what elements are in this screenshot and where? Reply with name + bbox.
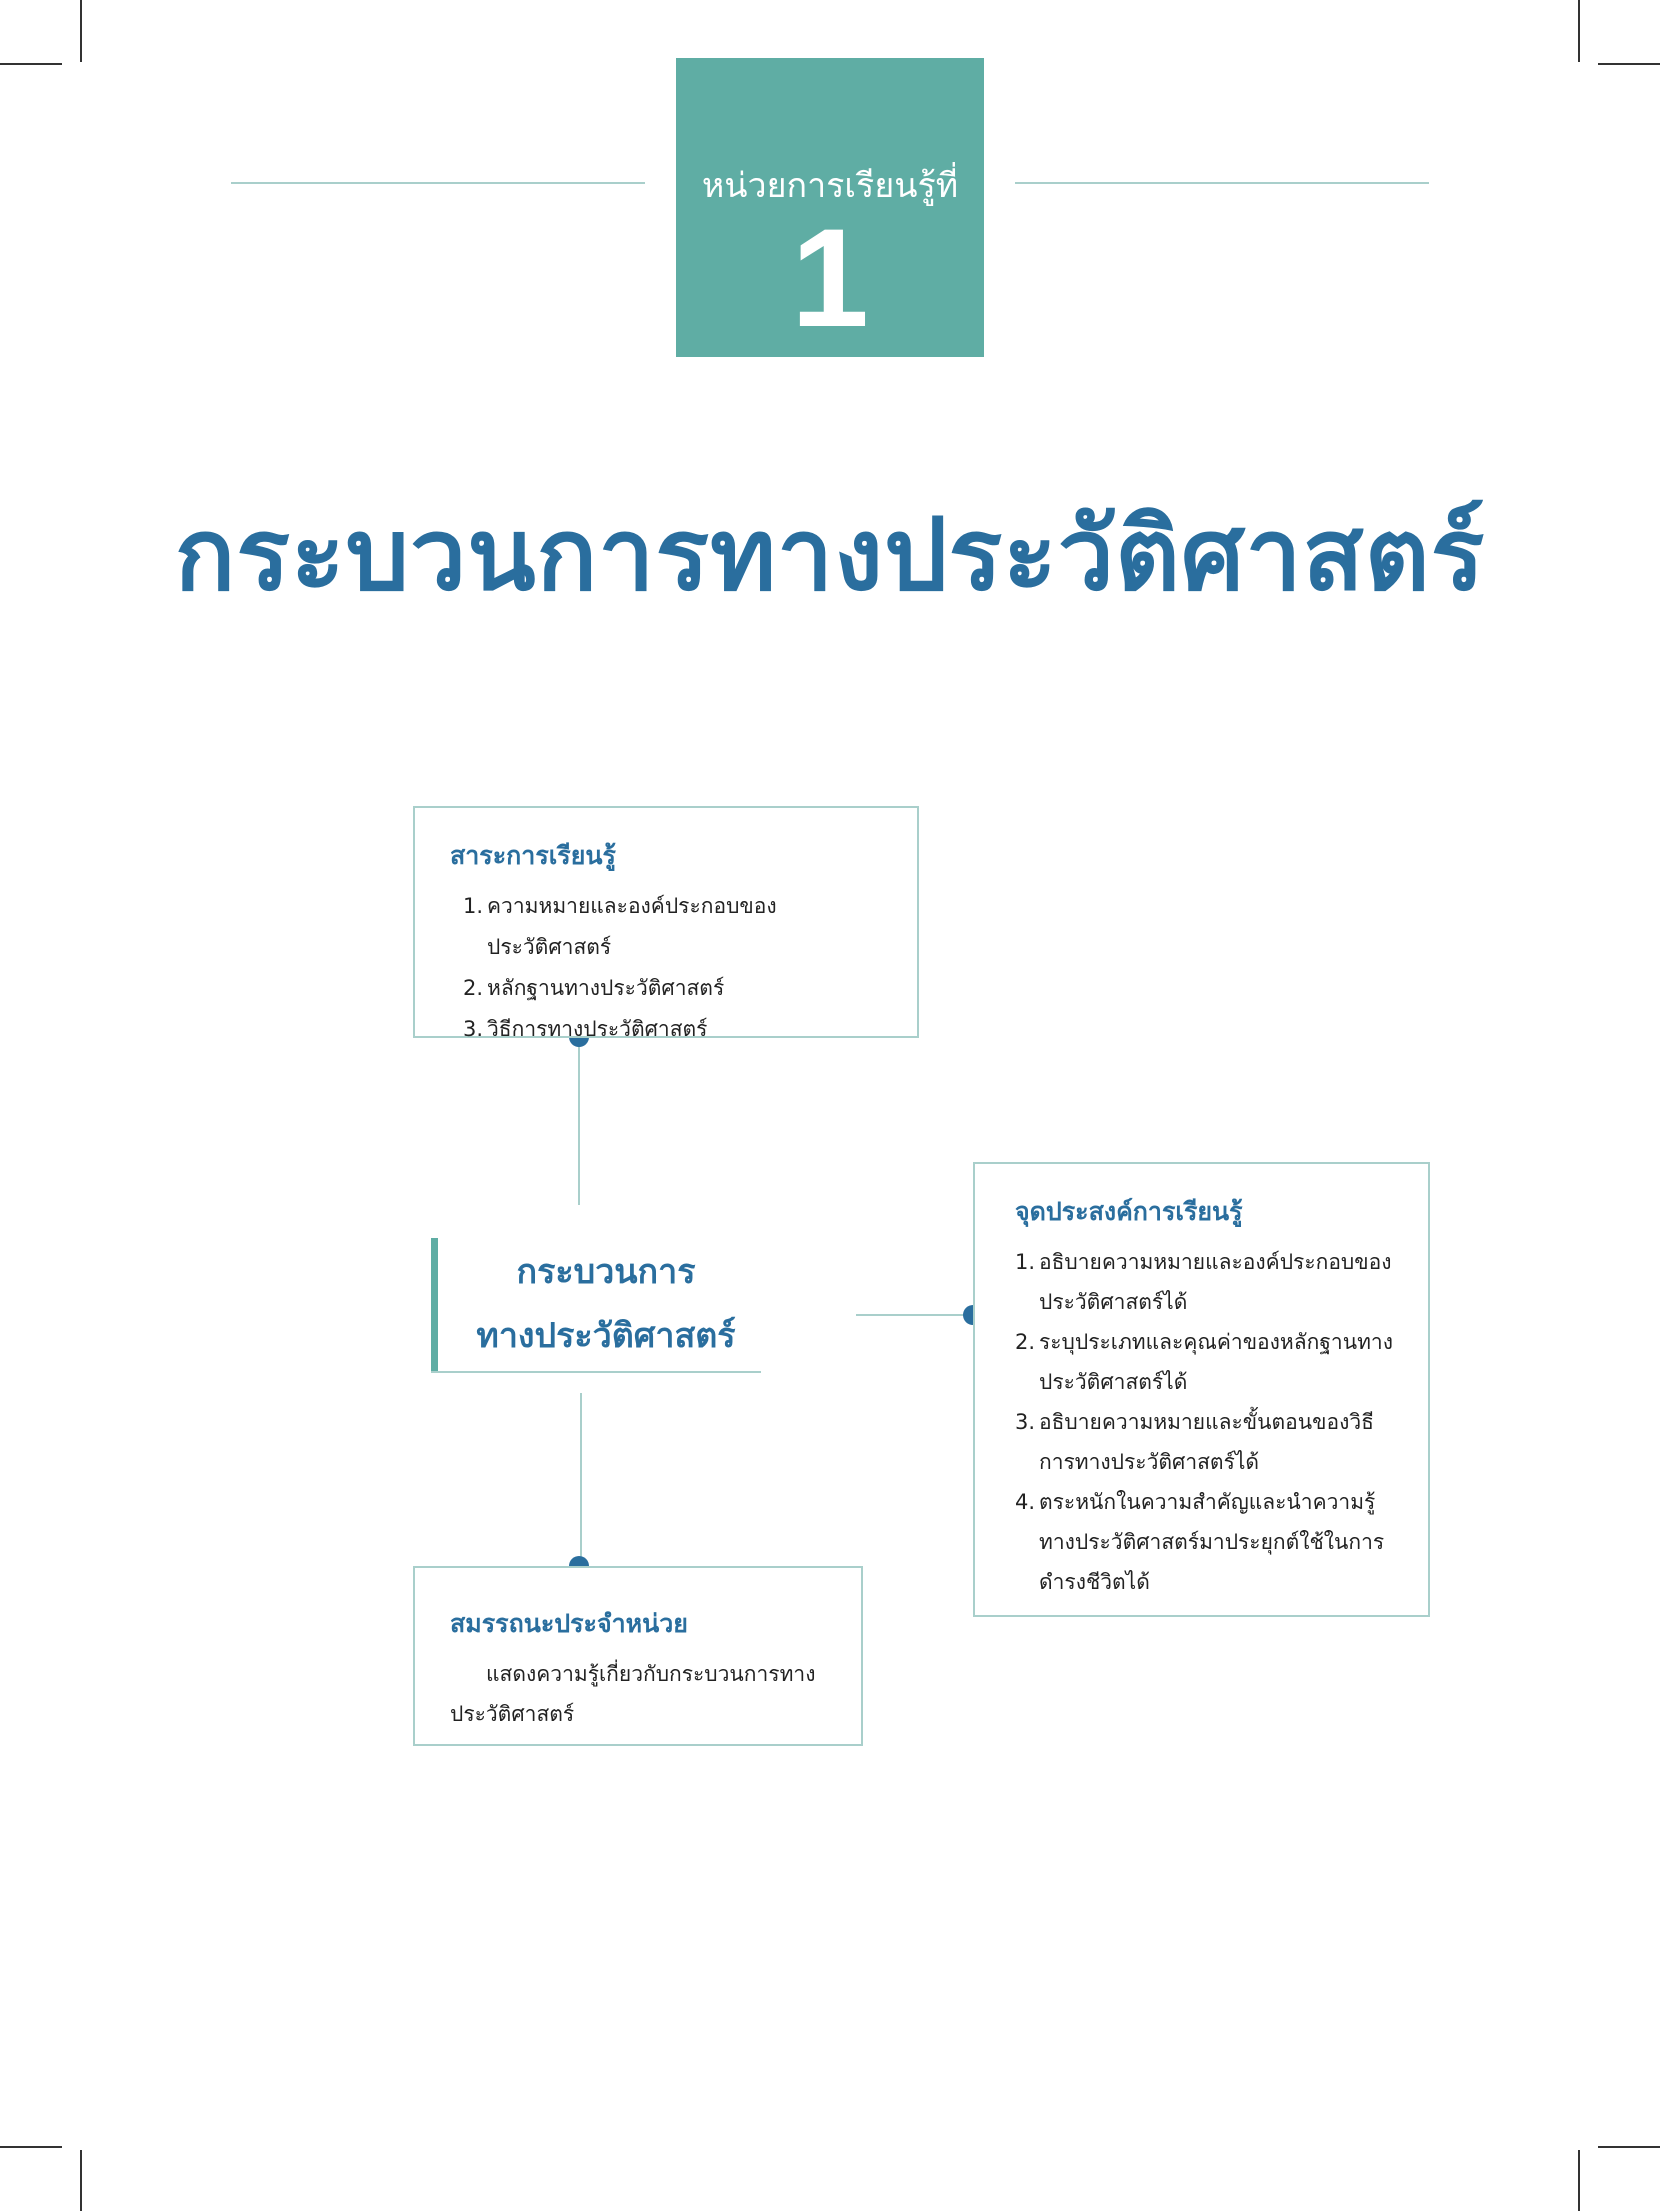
objectives-list bbox=[1015, 1242, 1408, 1602]
list-item: 1. ความหมายและองค์ประกอบของประวัติศาสตร์ bbox=[463, 894, 777, 959]
crop-mark bbox=[80, 2150, 82, 2211]
list-item: 3. อธิบายความหมายและขั้นตอนของวิธีการทางประวัติศาสตร์ได้ bbox=[1015, 1410, 1374, 1474]
list-item: 3. วิธีการทางประวัติศาสตร์ bbox=[463, 1017, 708, 1041]
connector-bottom bbox=[580, 1393, 582, 1566]
crop-mark bbox=[1598, 63, 1660, 65]
header-rule-right bbox=[1015, 182, 1429, 184]
learning-content-heading: สาระการเรียนรู้ bbox=[450, 841, 616, 870]
crop-mark bbox=[0, 2146, 62, 2148]
learning-content-list bbox=[450, 886, 897, 1050]
learning-content-box bbox=[413, 806, 919, 1041]
crop-mark bbox=[0, 63, 62, 65]
list-item: 1. อธิบายความหมายและองค์ประกอบของประวัติศาสตร์ได้ bbox=[1015, 1250, 1392, 1314]
crop-mark bbox=[1578, 2150, 1580, 2211]
connector-right bbox=[856, 1314, 973, 1316]
competency-box bbox=[413, 1566, 863, 1746]
crop-mark bbox=[80, 0, 82, 62]
unit-number: 1 bbox=[791, 199, 869, 356]
list-item: 2. หลักฐานทางประวัติศาสตร์ bbox=[463, 976, 725, 1000]
list-item: 2. ระบุประเภทและคุณค่าของหลักฐานทางประวัติศาสตร์ได้ bbox=[1015, 1330, 1393, 1394]
center-topic-line1: กระบวนการ bbox=[516, 1252, 696, 1292]
crop-mark bbox=[1578, 0, 1580, 62]
unit-label: หน่วยการเรียนรู้ที่ bbox=[701, 166, 959, 206]
objectives-heading: จุดประสงค์การเรียนรู้ bbox=[1015, 1197, 1243, 1226]
center-underline bbox=[431, 1371, 761, 1373]
list-item: 4. ตระหนักในความสำคัญและนำความรู้ทางประวัติศาสตร์มาประยุกต์ใช้ในการดำรงชีวิตได้ bbox=[1015, 1490, 1385, 1594]
page-title: กระบวนการทางประวัติศาสตร์ bbox=[174, 496, 1486, 613]
center-accent-bar bbox=[431, 1238, 438, 1373]
unit-badge bbox=[676, 58, 984, 357]
header-rule-left bbox=[231, 182, 645, 184]
competency-text: แสดงความรู้เกี่ยวกับกระบวนการทางประวัติศาสตร์ bbox=[450, 1662, 816, 1726]
center-topic-line2: ทางประวัติศาสตร์ bbox=[476, 1316, 736, 1356]
competency-heading: สมรรถนะประจำหน่วย bbox=[450, 1609, 688, 1638]
objectives-box bbox=[973, 1162, 1430, 1617]
crop-mark bbox=[1598, 2146, 1660, 2148]
center-topic bbox=[431, 1238, 761, 1373]
connector-top bbox=[578, 1038, 580, 1205]
